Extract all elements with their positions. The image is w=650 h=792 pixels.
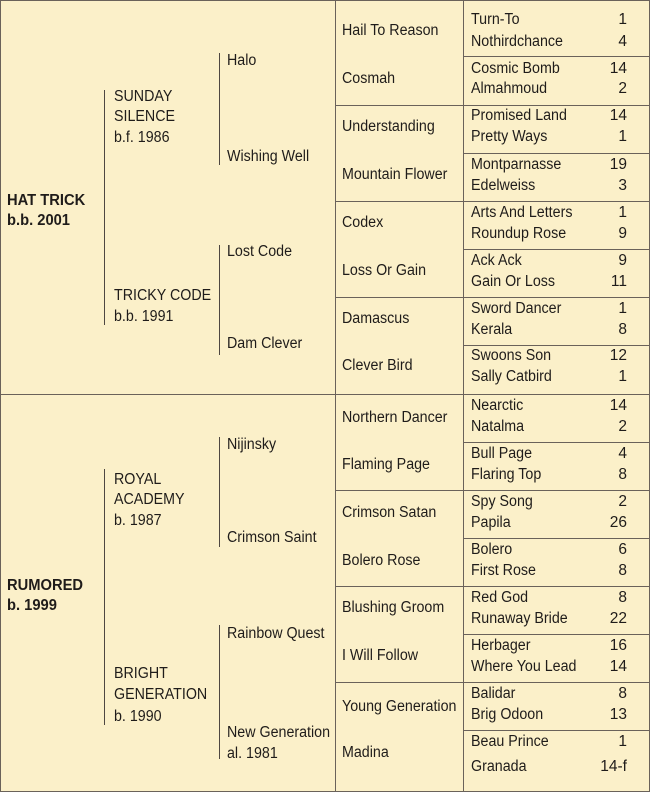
gen4-family-number: 8: [618, 685, 627, 702]
gen3-damascus: Damascus: [342, 310, 410, 327]
gen3-young-generation: Young Generation: [342, 698, 457, 715]
dam-sire-info: b. 1987: [114, 512, 162, 529]
gen3-crimson-satan: Crimson Satan: [342, 504, 437, 521]
gen4-family-number: 14-f: [600, 758, 627, 775]
gen3-flaming-page: Flaming Page: [342, 456, 430, 473]
nijinsky: Nijinsky: [227, 436, 277, 453]
gen4-family-number: 16: [609, 637, 627, 654]
gen3-bolero-rose: Bolero Rose: [342, 552, 421, 569]
gen3-understanding: Understanding: [342, 118, 435, 135]
gen3-madina: Madina: [342, 744, 389, 761]
dam-clever: Dam Clever: [227, 335, 303, 352]
gen3-hail-to-reason: Hail To Reason: [342, 22, 439, 39]
dam-info: b. 1999: [7, 597, 57, 614]
gen4-horse-name: Roundup Rose: [471, 225, 567, 242]
gen4-family-number: 9: [618, 225, 627, 242]
gen4-horse-name: First Rose: [471, 562, 536, 579]
bracket-royal-academy: [219, 437, 220, 547]
gen4-family-number: 14: [609, 397, 627, 414]
gen4-horse-name: Papila: [471, 514, 511, 531]
gen4-family-number: 11: [610, 273, 627, 290]
gen4-horse-name: Arts And Letters: [471, 204, 573, 221]
gen4-family-number: 1: [618, 733, 627, 750]
gen4-family-number: 13: [609, 706, 627, 723]
gen4-horse-name: Edelweiss: [471, 177, 536, 194]
gen4-horse-name: Cosmic Bomb: [471, 60, 560, 77]
gen4-horse-name: Red God: [471, 589, 529, 606]
gen4-horse-name: Montparnasse: [471, 156, 562, 173]
bracket-bright-generation: [219, 625, 220, 759]
gen4-family-number: 8: [618, 562, 627, 579]
gen4-family-number: 9: [618, 252, 627, 269]
gen4-horse-name: Nearctic: [471, 397, 524, 414]
gen3-loss-or-gain: Loss Or Gain: [342, 262, 427, 279]
gen4-family-number: 22: [609, 610, 627, 627]
gen4-horse-name: Turn-To: [471, 11, 520, 28]
divider-gen3: [335, 1, 336, 792]
divider-gen3-row: [335, 201, 650, 202]
gen4-family-number: 26: [609, 514, 627, 531]
divider-gen4-row: [463, 538, 650, 539]
gen4-family-number: 1: [618, 11, 627, 28]
gen4-family-number: 14: [609, 107, 627, 124]
gen4-family-number: 6: [618, 541, 627, 558]
sire-dam-name: TRICKY CODE: [114, 287, 212, 304]
dam-dam-name: GENERATION: [114, 686, 208, 703]
rainbow-quest: Rainbow Quest: [227, 625, 325, 642]
lost-code: Lost Code: [227, 243, 293, 260]
new-generation: New Generation: [227, 724, 331, 741]
divider-gen3-row: [335, 297, 650, 298]
gen4-family-number: 2: [618, 80, 627, 97]
gen3-northern-dancer: Northern Dancer: [342, 409, 448, 426]
gen4-horse-name: Sword Dancer: [471, 300, 562, 317]
divider-gen3-row: [335, 490, 650, 491]
gen3-mountain-flower: Mountain Flower: [342, 166, 448, 183]
sire-sire-info: b.f. 1986: [114, 129, 170, 146]
gen4-family-number: 19: [609, 156, 627, 173]
gen4-family-number: 1: [618, 204, 627, 221]
gen4-horse-name: Runaway Bride: [471, 610, 568, 627]
gen4-family-number: 2: [618, 493, 627, 510]
gen4-family-number: 4: [618, 445, 627, 462]
gen4-family-number: 4: [618, 33, 627, 50]
dam-dam-name: BRIGHT: [114, 665, 168, 682]
gen4-horse-name: Granada: [471, 758, 527, 775]
gen4-horse-name: Gain Or Loss: [471, 273, 556, 290]
gen3-codex: Codex: [342, 214, 384, 231]
sire-sire-name: SILENCE: [114, 108, 176, 125]
bracket-dam-line: [104, 469, 105, 725]
gen4-horse-name: Kerala: [471, 321, 513, 338]
divider-gen4-row: [463, 730, 650, 731]
gen4-family-number: 14: [609, 658, 627, 675]
divider-gen4: [463, 1, 464, 792]
gen4-horse-name: Ack Ack: [471, 252, 522, 269]
bracket-sire-line: [104, 90, 105, 325]
divider-gen3-row: [335, 682, 650, 683]
gen4-horse-name: Promised Land: [471, 107, 567, 124]
gen4-family-number: 2: [618, 418, 627, 435]
gen4-horse-name: Almahmoud: [471, 80, 548, 97]
gen4-horse-name: Spy Song: [471, 493, 533, 510]
gen4-horse-name: Herbager: [471, 637, 531, 654]
crimson-saint: Crimson Saint: [227, 529, 317, 546]
gen3-blushing-groom: Blushing Groom: [342, 599, 445, 616]
gen4-horse-name: Sally Catbird: [471, 368, 552, 385]
divider-gen3-row: [335, 586, 650, 587]
gen3-cosmah: Cosmah: [342, 70, 396, 87]
sire-sire-name: SUNDAY: [114, 88, 173, 105]
sire-name: HAT TRICK: [7, 192, 86, 209]
divider-gen4-row: [463, 634, 650, 635]
gen4-horse-name: Brig Odoon: [471, 706, 544, 723]
gen4-family-number: 1: [618, 300, 627, 317]
gen4-family-number: 1: [618, 368, 627, 385]
sire-dam-info: b.b. 1991: [114, 308, 174, 325]
gen3-clever-bird: Clever Bird: [342, 357, 413, 374]
gen4-family-number: 3: [618, 177, 627, 194]
dam-name: RUMORED: [7, 577, 84, 594]
sire-info: b.b. 2001: [7, 212, 71, 229]
bracket-tricky-code: [219, 245, 220, 355]
dam-sire-name: ACADEMY: [114, 491, 185, 508]
gen4-horse-name: Bull Page: [471, 445, 533, 462]
wishing-well: Wishing Well: [227, 148, 310, 165]
gen4-horse-name: Balidar: [471, 685, 516, 702]
gen4-family-number: 8: [618, 321, 627, 338]
gen4-horse-name: Natalma: [471, 418, 525, 435]
divider-gen4-row: [463, 56, 650, 57]
divider-gen4-row: [463, 153, 650, 154]
gen4-horse-name: Pretty Ways: [471, 128, 548, 145]
gen4-family-number: 8: [618, 589, 627, 606]
gen4-horse-name: Beau Prince: [471, 733, 549, 750]
bracket-sunday-silence: [219, 53, 220, 165]
gen4-family-number: 12: [609, 347, 627, 364]
gen4-family-number: 14: [609, 60, 627, 77]
divider-gen4-row: [463, 249, 650, 250]
gen4-horse-name: Where You Lead: [471, 658, 577, 675]
gen3-i-will-follow: I Will Follow: [342, 647, 419, 664]
gen4-horse-name: Flaring Top: [471, 466, 542, 483]
divider-sire-dam: [1, 394, 650, 395]
halo: Halo: [227, 52, 257, 69]
gen4-horse-name: Bolero: [471, 541, 513, 558]
gen4-family-number: 1: [618, 128, 627, 145]
dam-sire-name: ROYAL: [114, 471, 162, 488]
gen4-horse-name: Nothirdchance: [471, 33, 563, 50]
new-generation-info: al. 1981: [227, 745, 278, 762]
gen4-family-number: 8: [618, 466, 627, 483]
gen4-horse-name: Swoons Son: [471, 347, 552, 364]
divider-gen4-row: [463, 442, 650, 443]
dam-dam-info: b. 1990: [114, 708, 162, 725]
